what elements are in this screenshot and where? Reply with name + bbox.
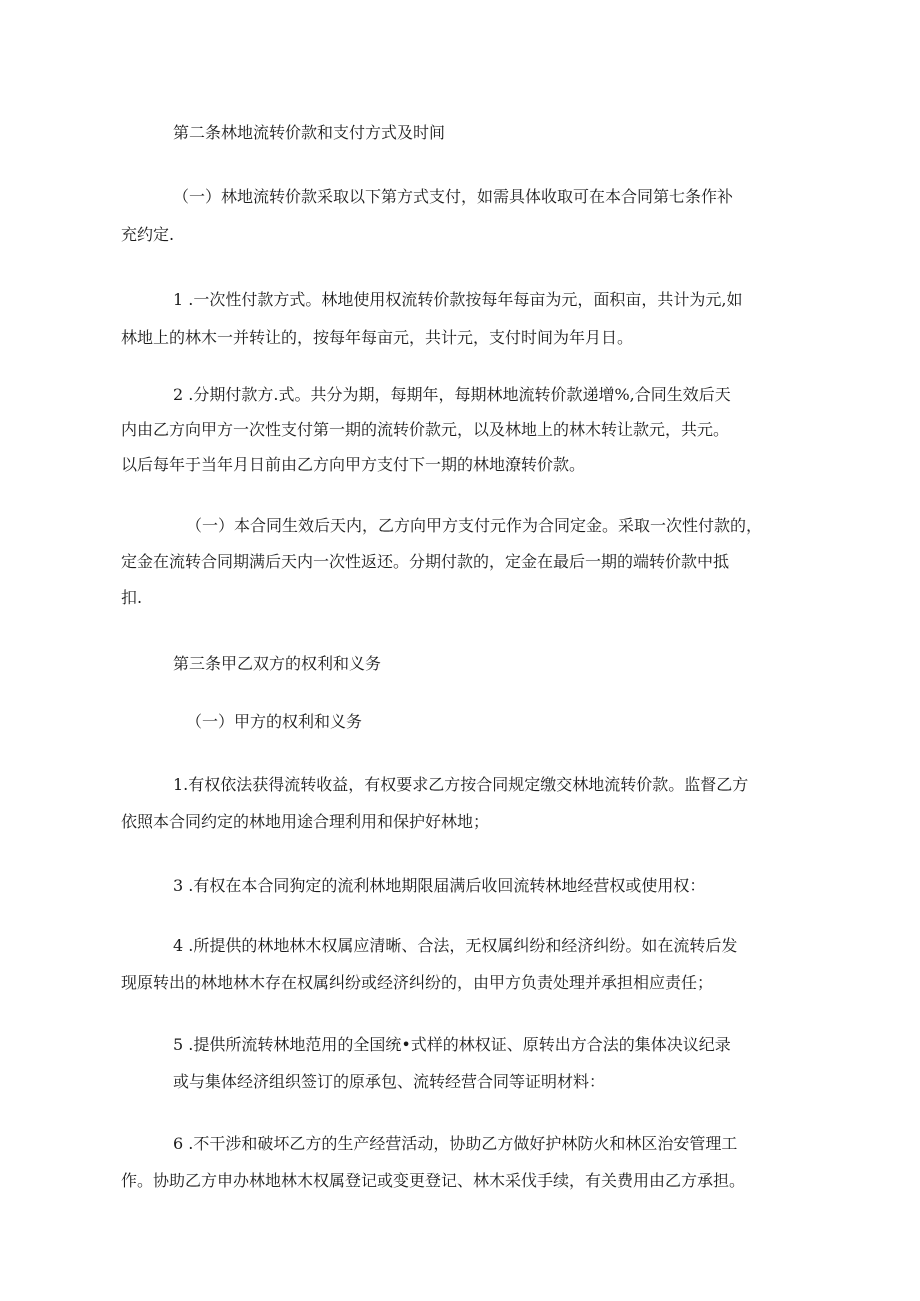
text-line: 1.有权依法获得流转收益，有权要求乙方按合同规定缴交林地流转价款。监督乙方 [173,775,749,794]
text-line: 充约定. [121,225,175,244]
text-line: 1 .一次性付款方式。林地使用权流转价款按每年每亩为元，面积亩，共计为元,如 [173,290,743,309]
text-line: 依照本合同约定的林地用途合理利用和保护好林地； [121,812,490,831]
text-line: 6 .不干涉和破坏乙方的生产经营活动，协助乙方做好护林防火和林区治安管理工 [173,1134,738,1153]
text-line: （一）甲方的权利和义务 [186,712,363,731]
text-line: 林地上的林木一并转让的，按每年每亩元，共计元，支付时间为年月日。 [121,328,634,347]
text-line: 第二条林地流转价款和支付方式及时间 [173,123,446,142]
text-line: 2 .分期付款方.式。共分为期，每期年，每期林地流转价款递增%,合同生效后天 [173,385,731,404]
text-line: （一）林地流转价款采取以下第方式支付，如需具体收取可在本合同第七条作补 [173,187,734,206]
text-line: 以后每年于当年月日前由乙方向甲方支付下一期的林地潦转价款。 [121,455,586,474]
text-line: 3 .有权在本合同狗定的流利林地期限届满后收回流转林地经营权或使用权： [173,876,706,895]
text-line: 扣. [121,588,143,607]
text-line: 内由乙方向甲方一次性支付第一期的流转价款元，以及林地上的林木转让款元，共元。 [121,420,730,439]
text-line: 第三条甲乙双方的权利和义务 [173,654,382,673]
text-line: 或与集体经济组织签订的原承包、流转经营合同等证明材料： [173,1072,606,1091]
text-line: 4 .所提供的林地林木权属应清晰、合法，无权属纠纷和经济纠纷。如在流转后发 [173,936,738,955]
text-line: 现原转出的林地林木存在权属纠纷或经济纠纷的，由甲方负责处理并承担相应责任； [121,973,714,992]
text-line: （一）本合同生效后天内，乙方向甲方支付元作为合同定金。采取一次性付款的， [186,516,763,535]
text-line: 5 .提供所流转林地范用的全国统•式样的林权证、原转出方合法的集体决议纪录 [173,1035,731,1054]
text-line: 定金在流转合同期满后天内一次性返还。分期付款的，定金在最后一期的端转价款中抵 [121,552,730,571]
text-line: 作。协助乙方申办林地林木权属登记或变更登记、林木采伐手续，有关费用由乙方承担。 [121,1171,746,1190]
